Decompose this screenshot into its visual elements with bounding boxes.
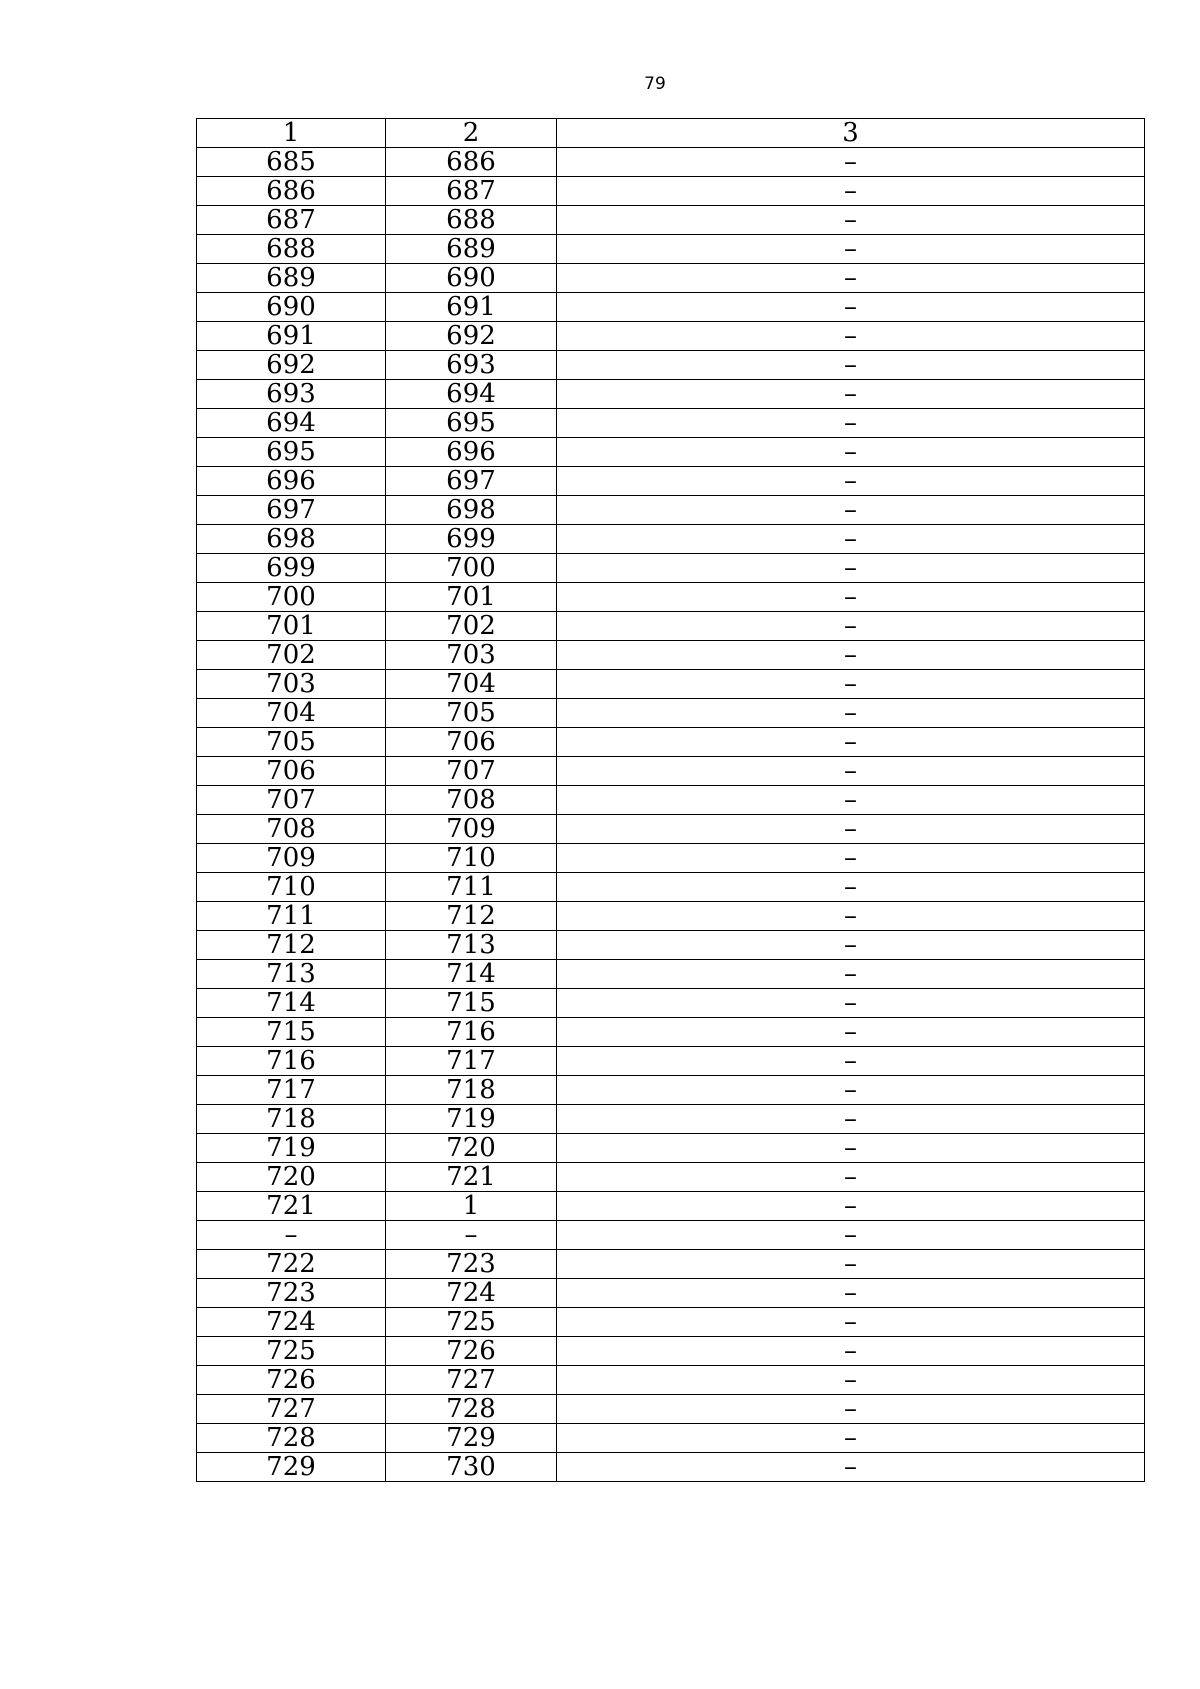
table-cell-col-2: 691 [386,293,557,322]
table-cell-col-3: – [557,1221,1145,1250]
table-row [197,351,1145,380]
table-body [197,119,1145,1482]
table-cell-col-1: 697 [197,496,386,525]
table-cell-col-3: – [557,1163,1145,1192]
table-cell-col-2: 713 [386,931,557,960]
table-cell-col-3: – [557,467,1145,496]
table-cell-col-1: 696 [197,467,386,496]
column-header-3: 3 [557,119,1145,148]
table-cell-col-3: – [557,235,1145,264]
table-cell-col-3: – [557,786,1145,815]
table-cell-col-1: 729 [197,1453,386,1482]
table-cell-col-1: 708 [197,815,386,844]
table-row [197,1395,1145,1424]
table-cell-col-1: 728 [197,1424,386,1453]
table-row [197,699,1145,728]
table-cell-col-1: 718 [197,1105,386,1134]
table-cell-col-3: – [557,293,1145,322]
table-cell-col-3: – [557,1076,1145,1105]
table-cell-col-3: – [557,1308,1145,1337]
table-cell-col-1: 695 [197,438,386,467]
table-cell-col-3: – [557,728,1145,757]
table-row [197,1453,1145,1482]
table-cell-col-1: 706 [197,757,386,786]
table-row [197,1279,1145,1308]
table-cell-col-2: 716 [386,1018,557,1047]
page-number: 79 [644,74,666,94]
table-row [197,815,1145,844]
table-cell-col-1: 685 [197,148,386,177]
table-cell-col-3: – [557,1337,1145,1366]
table-cell-col-2: – [386,1221,557,1250]
table-cell-col-1: 707 [197,786,386,815]
table-header-row [197,119,1145,148]
table-row [197,931,1145,960]
table-cell-col-2: 705 [386,699,557,728]
table-row [197,641,1145,670]
table-cell-col-1: 724 [197,1308,386,1337]
table-cell-col-2: 720 [386,1134,557,1163]
table-row [197,844,1145,873]
table-cell-col-3: – [557,1018,1145,1047]
table-cell-col-3: – [557,1424,1145,1453]
table-cell-col-2: 715 [386,989,557,1018]
table-cell-col-3: – [557,1279,1145,1308]
table-cell-col-2: 699 [386,525,557,554]
table-cell-col-2: 696 [386,438,557,467]
table-cell-col-2: 721 [386,1163,557,1192]
table-cell-col-2: 712 [386,902,557,931]
table-cell-col-2: 729 [386,1424,557,1453]
table-cell-col-3: – [557,1395,1145,1424]
table-row [197,1076,1145,1105]
table-cell-col-2: 690 [386,264,557,293]
table-cell-col-3: – [557,1366,1145,1395]
table-row [197,989,1145,1018]
table-cell-col-1: 705 [197,728,386,757]
table-row [197,1105,1145,1134]
table-cell-col-1: 704 [197,699,386,728]
table-cell-col-2: 718 [386,1076,557,1105]
table-row [197,1134,1145,1163]
table-cell-col-3: – [557,1250,1145,1279]
table-cell-col-2: 707 [386,757,557,786]
table-cell-col-2: 724 [386,1279,557,1308]
table-row [197,264,1145,293]
table-row [197,438,1145,467]
table-cell-col-1: 712 [197,931,386,960]
table-cell-col-3: – [557,264,1145,293]
table-cell-col-3: – [557,496,1145,525]
table-cell-col-1: 709 [197,844,386,873]
table-cell-col-2: 730 [386,1453,557,1482]
table-cell-col-3: – [557,1047,1145,1076]
table-cell-col-1: 699 [197,554,386,583]
table-row [197,583,1145,612]
table-cell-col-1: 692 [197,351,386,380]
table-row [197,1250,1145,1279]
table-cell-col-3: – [557,322,1145,351]
table-cell-col-1: 688 [197,235,386,264]
table-cell-col-2: 697 [386,467,557,496]
table-row [197,902,1145,931]
table-row [197,148,1145,177]
table-cell-col-3: – [557,989,1145,1018]
table-cell-col-2: 727 [386,1366,557,1395]
table-cell-col-1: – [197,1221,386,1250]
table-row [197,728,1145,757]
table-cell-col-2: 728 [386,1395,557,1424]
table-cell-col-3: – [557,1134,1145,1163]
table-cell-col-3: – [557,206,1145,235]
table-cell-col-2: 702 [386,612,557,641]
table-row [197,1424,1145,1453]
table-row [197,177,1145,206]
table-cell-col-3: – [557,902,1145,931]
table-row [197,786,1145,815]
table-cell-col-3: – [557,815,1145,844]
table-cell-col-1: 715 [197,1018,386,1047]
table-cell-col-2: 703 [386,641,557,670]
table-cell-col-2: 694 [386,380,557,409]
table-cell-col-2: 698 [386,496,557,525]
table-row [197,235,1145,264]
table-cell-col-1: 721 [197,1192,386,1221]
table-row [197,1308,1145,1337]
table-row [197,380,1145,409]
table-cell-col-3: – [557,844,1145,873]
table-row [197,757,1145,786]
table-cell-col-1: 726 [197,1366,386,1395]
table-cell-col-3: – [557,960,1145,989]
table-cell-col-1: 720 [197,1163,386,1192]
table-row [197,554,1145,583]
table-cell-col-2: 725 [386,1308,557,1337]
table-cell-col-3: – [557,699,1145,728]
table-cell-col-1: 711 [197,902,386,931]
column-header-1: 1 [197,119,386,148]
table-cell-col-1: 702 [197,641,386,670]
table-cell-col-3: – [557,1192,1145,1221]
table-row [197,873,1145,902]
table-cell-col-1: 722 [197,1250,386,1279]
table-cell-col-2: 706 [386,728,557,757]
table-cell-col-1: 693 [197,380,386,409]
table-cell-col-1: 701 [197,612,386,641]
table-cell-col-2: 692 [386,322,557,351]
table-cell-col-2: 711 [386,873,557,902]
table-cell-col-2: 719 [386,1105,557,1134]
table-cell-col-1: 698 [197,525,386,554]
table-cell-col-2: 709 [386,815,557,844]
table-cell-col-2: 687 [386,177,557,206]
table-cell-col-3: – [557,1105,1145,1134]
table-cell-col-2: 710 [386,844,557,873]
table-row [197,612,1145,641]
table-cell-col-2: 723 [386,1250,557,1279]
table-cell-col-2: 688 [386,206,557,235]
table-row [197,467,1145,496]
table-cell-col-1: 727 [197,1395,386,1424]
table-row [197,293,1145,322]
table-row [197,496,1145,525]
table-cell-col-1: 694 [197,409,386,438]
table-row [197,670,1145,699]
table-cell-col-2: 704 [386,670,557,699]
table-cell-col-3: – [557,670,1145,699]
table-cell-col-1: 725 [197,1337,386,1366]
table-cell-col-3: – [557,873,1145,902]
table-cell-col-3: – [557,1453,1145,1482]
table-cell-col-2: 708 [386,786,557,815]
table-cell-col-3: – [557,612,1145,641]
table-cell-col-3: – [557,438,1145,467]
table-cell-col-2: 701 [386,583,557,612]
table-cell-col-1: 700 [197,583,386,612]
table-cell-col-1: 723 [197,1279,386,1308]
table-cell-col-1: 714 [197,989,386,1018]
table-row [197,960,1145,989]
table-cell-col-2: 714 [386,960,557,989]
table-cell-col-1: 716 [197,1047,386,1076]
table-row [197,1047,1145,1076]
table-row [197,206,1145,235]
table-cell-col-3: – [557,583,1145,612]
table-cell-col-2: 689 [386,235,557,264]
table-cell-col-1: 691 [197,322,386,351]
table-row [197,1221,1145,1250]
table-cell-col-3: – [557,409,1145,438]
table-cell-col-2: 717 [386,1047,557,1076]
data-table [196,118,1145,1482]
table-row [197,525,1145,554]
table-cell-col-1: 703 [197,670,386,699]
table-cell-col-1: 719 [197,1134,386,1163]
table-cell-col-1: 717 [197,1076,386,1105]
table-cell-col-2: 695 [386,409,557,438]
table-cell-col-2: 1 [386,1192,557,1221]
table-cell-col-2: 686 [386,148,557,177]
table-cell-col-3: – [557,931,1145,960]
table-cell-col-1: 687 [197,206,386,235]
table-cell-col-2: 726 [386,1337,557,1366]
table-cell-col-3: – [557,641,1145,670]
table-row [197,409,1145,438]
table-cell-col-1: 689 [197,264,386,293]
table-row [197,1163,1145,1192]
table-cell-col-3: – [557,351,1145,380]
column-header-2: 2 [386,119,557,148]
table-row [197,1018,1145,1047]
table-cell-col-3: – [557,177,1145,206]
table-cell-col-1: 710 [197,873,386,902]
table-cell-col-3: – [557,525,1145,554]
table-row [197,1337,1145,1366]
table-cell-col-1: 713 [197,960,386,989]
table-row [197,1192,1145,1221]
table-cell-col-1: 686 [197,177,386,206]
table-cell-col-3: – [557,380,1145,409]
table-cell-col-3: – [557,554,1145,583]
table-cell-col-2: 693 [386,351,557,380]
table-cell-col-2: 700 [386,554,557,583]
table-cell-col-3: – [557,757,1145,786]
table-row [197,1366,1145,1395]
table-cell-col-1: 690 [197,293,386,322]
table-row [197,322,1145,351]
table-cell-col-3: – [557,148,1145,177]
